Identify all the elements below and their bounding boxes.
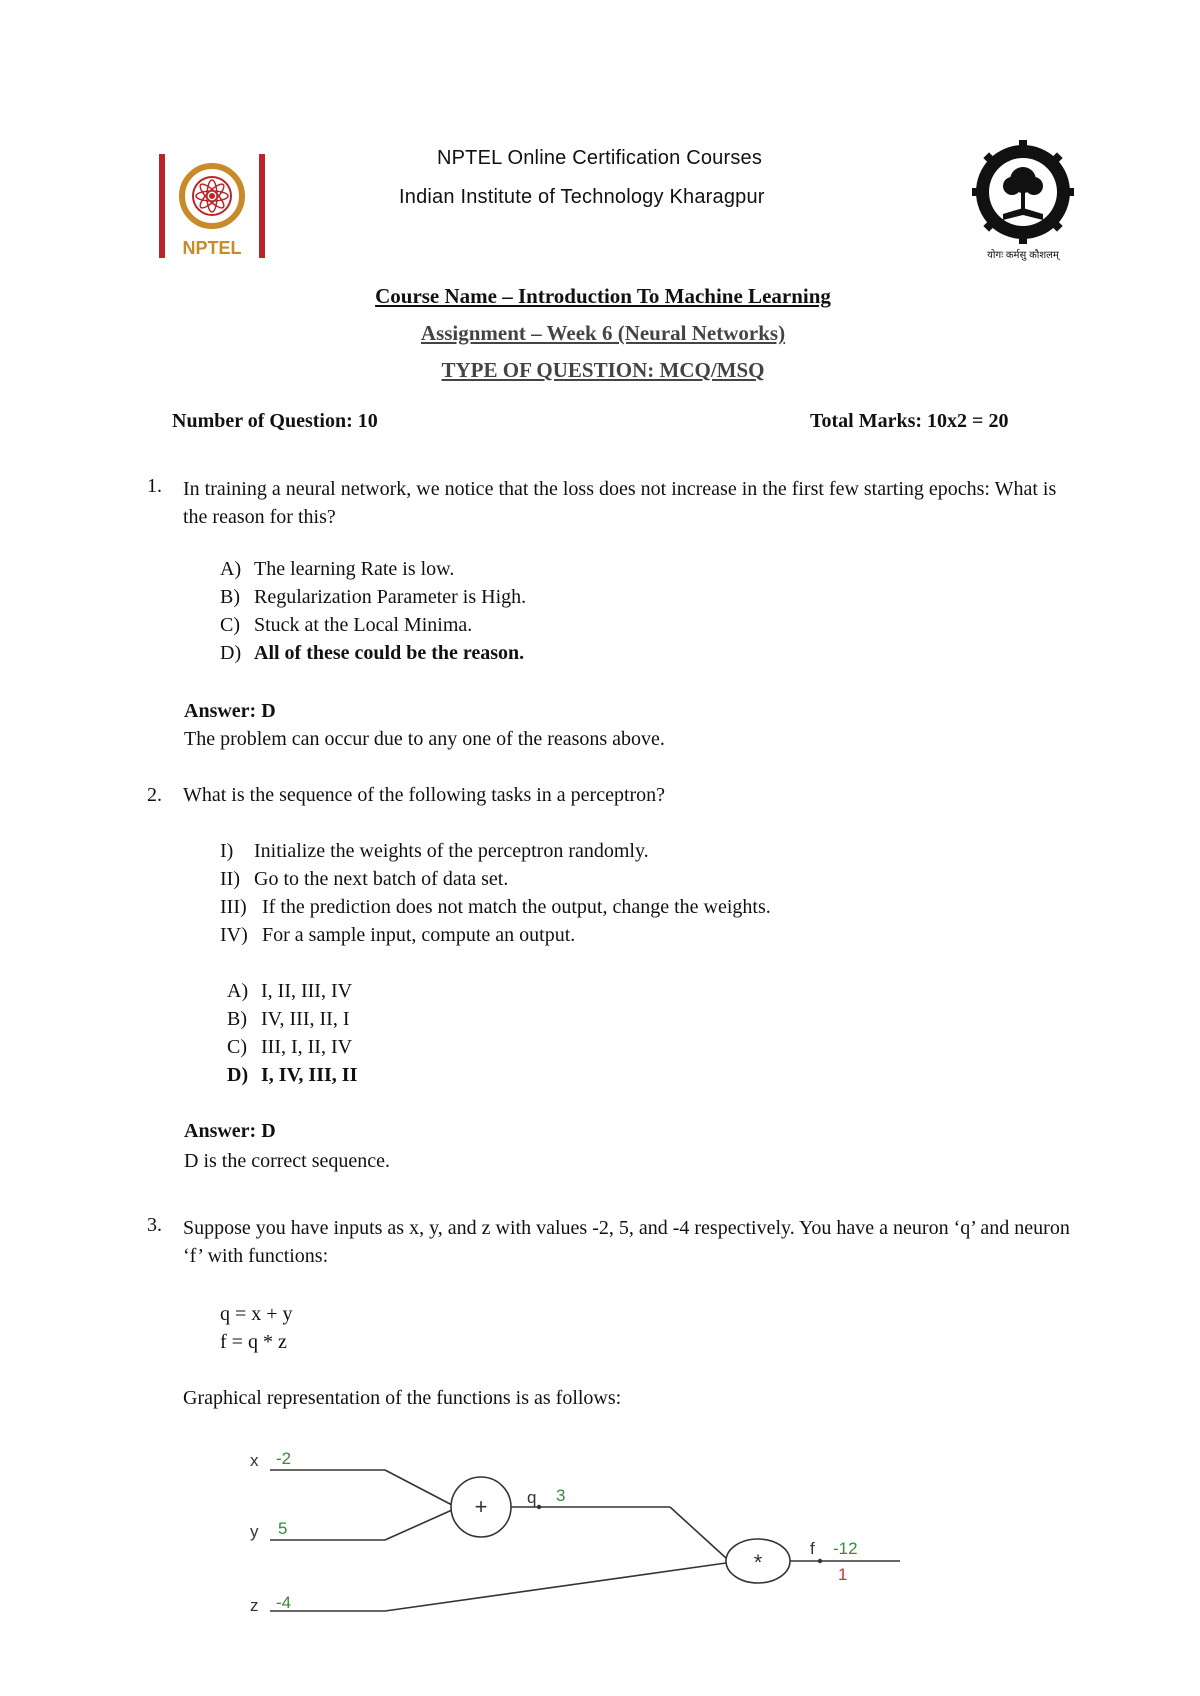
edge-z-to-mult bbox=[385, 1563, 726, 1611]
q-value: 3 bbox=[556, 1486, 566, 1505]
q1-option-b bbox=[220, 586, 526, 609]
question-3 bbox=[147, 1214, 183, 1237]
question-number: 1. bbox=[147, 475, 162, 497]
edge-y-to-plus bbox=[385, 1510, 452, 1540]
option-text: I, II, III, IV bbox=[261, 980, 353, 1002]
step-marker: II) bbox=[220, 868, 240, 890]
step-text: Go to the next batch of data set. bbox=[254, 868, 509, 890]
x-label: x bbox=[250, 1451, 259, 1470]
q1-option-c bbox=[220, 614, 472, 637]
q2-answer: Answer: D bbox=[184, 1120, 276, 1142]
step-text: For a sample input, compute an output. bbox=[262, 924, 576, 946]
plus-symbol: + bbox=[474, 1494, 488, 1519]
edge-x-to-plus bbox=[385, 1470, 452, 1505]
f-gradient: 1 bbox=[838, 1565, 848, 1584]
q2-step-1 bbox=[220, 840, 649, 863]
question-2 bbox=[147, 784, 183, 807]
y-label: y bbox=[250, 1522, 259, 1541]
z-label: z bbox=[250, 1596, 259, 1615]
option-marker: C) bbox=[220, 614, 240, 636]
header-line-1: NPTEL Online Certification Courses bbox=[437, 147, 763, 169]
option-text: The learning Rate is low. bbox=[254, 558, 455, 580]
edge-q-to-mult bbox=[670, 1507, 726, 1558]
step-marker: III) bbox=[220, 896, 247, 918]
nptel-logo bbox=[157, 152, 267, 262]
nptel-logo-text: NPTEL bbox=[182, 238, 242, 258]
computation-graph bbox=[240, 1430, 920, 1630]
option-marker: B) bbox=[220, 586, 240, 608]
f-dot bbox=[818, 1559, 822, 1563]
total-marks: Total Marks: 10x2 = 20 bbox=[810, 410, 1009, 432]
computation-graph-svg bbox=[240, 1430, 920, 1630]
f-value: -12 bbox=[833, 1539, 858, 1558]
q-dot bbox=[537, 1505, 541, 1509]
option-text: Stuck at the Local Minima. bbox=[254, 614, 473, 636]
q1-answer: Answer: D bbox=[184, 700, 276, 722]
mult-symbol: * bbox=[753, 1550, 763, 1575]
assignment-title: Assignment – Week 6 (Neural Networks) bbox=[420, 321, 786, 345]
iit-kgp-logo bbox=[970, 140, 1076, 264]
q2-step-2 bbox=[220, 868, 508, 891]
q2-option-d bbox=[227, 1064, 357, 1087]
nptel-logo-icon bbox=[157, 152, 267, 262]
question-type-title: TYPE OF QUESTION: MCQ/MSQ bbox=[441, 358, 765, 382]
option-marker: A) bbox=[220, 558, 242, 580]
question-3-text: Suppose you have inputs as x, y, and z with values -2, 5, and -4 respectively. You have a neuron ‘q’ and neuron ‘f’ with functions: bbox=[183, 1217, 1070, 1267]
q2-step-4 bbox=[220, 924, 575, 947]
z-value: -4 bbox=[276, 1593, 292, 1612]
q1-explanation: The problem can occur due to any one of the reasons above. bbox=[184, 728, 665, 750]
step-text: If the prediction does not match the output, change the weights. bbox=[262, 896, 771, 918]
question-1 bbox=[147, 475, 183, 498]
step-marker: IV) bbox=[220, 924, 248, 946]
question-number: 3. bbox=[147, 1214, 162, 1236]
option-marker: D) bbox=[220, 642, 242, 664]
course-title: Course Name – Introduction To Machine Learning bbox=[375, 284, 831, 308]
q3-graph-caption: Graphical representation of the functions is as follows: bbox=[183, 1387, 622, 1409]
option-marker: C) bbox=[227, 1036, 247, 1058]
step-text: Initialize the weights of the perceptron randomly. bbox=[254, 840, 649, 862]
q3-equation-2: f = q * z bbox=[220, 1331, 287, 1353]
y-value: 5 bbox=[278, 1519, 288, 1538]
q1-option-d bbox=[220, 642, 524, 665]
option-text: III, I, II, IV bbox=[261, 1036, 353, 1058]
number-of-questions: Number of Question: 10 bbox=[172, 410, 378, 432]
option-text: I, IV, III, II bbox=[261, 1064, 358, 1086]
option-marker: B) bbox=[227, 1008, 247, 1030]
option-text: All of these could be the reason. bbox=[254, 642, 525, 664]
step-marker: I) bbox=[220, 840, 234, 862]
option-text: Regularization Parameter is High. bbox=[254, 586, 527, 608]
header-line-2: Indian Institute of Technology Kharagpur bbox=[399, 186, 765, 208]
f-label: f bbox=[810, 1539, 815, 1558]
question-2-text: What is the sequence of the following tasks in a perceptron? bbox=[183, 784, 666, 806]
q2-option-b bbox=[227, 1008, 350, 1031]
q2-step-3 bbox=[220, 896, 771, 919]
q1-option-a bbox=[220, 558, 454, 581]
q2-option-a bbox=[227, 980, 352, 1003]
x-value: -2 bbox=[276, 1449, 292, 1468]
q2-option-c bbox=[227, 1036, 352, 1059]
q3-equation-1: q = x + y bbox=[220, 1303, 293, 1325]
question-1-text: In training a neural network, we notice that the loss does not increase in the first few starting epochs: What is the reason for this? bbox=[183, 478, 1057, 528]
iit-logo-motto: योगः कर्मसु कौशलम् bbox=[987, 250, 1059, 261]
option-text: IV, III, II, I bbox=[261, 1008, 350, 1030]
option-marker: A) bbox=[227, 980, 249, 1002]
q-label: q bbox=[527, 1488, 537, 1507]
option-marker: D) bbox=[227, 1064, 249, 1086]
question-number: 2. bbox=[147, 784, 162, 806]
q2-explanation: D is the correct sequence. bbox=[184, 1150, 391, 1172]
iit-kgp-seal-icon bbox=[970, 140, 1076, 264]
